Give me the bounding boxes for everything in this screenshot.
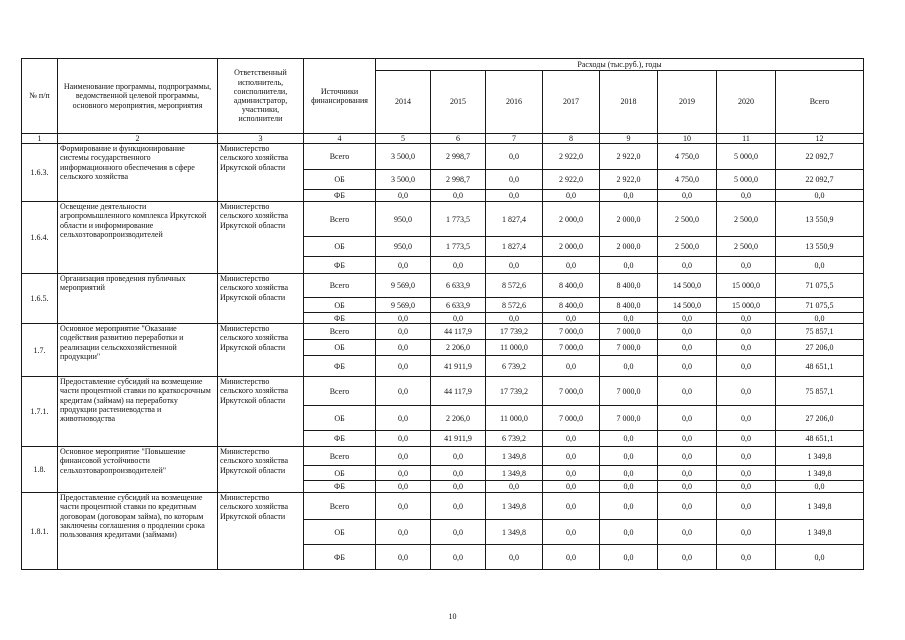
row-name: Освещение деятельности агропромышленного комплекса Иркутской области и информирование сельхозтоваропроизводителей — [58, 202, 218, 274]
year-value-cell: 0,0 — [658, 493, 717, 520]
year-value-cell: 0,0 — [376, 447, 431, 466]
year-value-cell: 1 349,8 — [486, 447, 543, 466]
funding-source: Всего — [304, 493, 376, 520]
row-executor: Министерство сельского хозяйства Иркутской области — [218, 493, 304, 570]
year-value-cell: 1 773,5 — [431, 202, 486, 237]
year-value-cell: 0,0 — [431, 257, 486, 274]
year-value-cell: 6 739,2 — [486, 356, 543, 377]
year-value-cell: 0,0 — [717, 493, 776, 520]
header-year: 2018 — [600, 71, 658, 134]
year-value-cell: 0,0 — [431, 466, 486, 481]
year-value-cell: 1 349,8 — [486, 520, 543, 545]
year-value-cell: 8 572,6 — [486, 298, 543, 313]
year-value-cell: 0,0 — [543, 447, 600, 466]
year-value-cell: 0,0 — [717, 313, 776, 324]
header-year: 2015 — [431, 71, 486, 134]
year-value-cell: 3 500,0 — [376, 144, 431, 170]
year-value-cell: 0,0 — [376, 257, 431, 274]
total-cell: 1 349,8 — [776, 466, 864, 481]
year-value-cell: 2 998,7 — [431, 170, 486, 190]
total-cell: 22 092,7 — [776, 170, 864, 190]
funding-source: ОБ — [304, 237, 376, 257]
year-value-cell: 0,0 — [543, 493, 600, 520]
column-number: 2 — [58, 134, 218, 144]
table-row — [22, 493, 864, 520]
year-value-cell: 2 922,0 — [543, 170, 600, 190]
year-value-cell: 6 633,9 — [431, 298, 486, 313]
year-value-cell: 0,0 — [658, 340, 717, 356]
year-value-cell: 2 000,0 — [600, 237, 658, 257]
total-cell: 0,0 — [776, 313, 864, 324]
header-year: 2019 — [658, 71, 717, 134]
year-value-cell: 2 500,0 — [658, 237, 717, 257]
header-source: Источники финансирования — [304, 59, 376, 134]
year-value-cell: 0,0 — [543, 356, 600, 377]
year-value-cell: 0,0 — [600, 520, 658, 545]
year-value-cell: 7 000,0 — [543, 324, 600, 340]
row-number: 1.7.1. — [22, 377, 58, 447]
year-value-cell: 0,0 — [717, 257, 776, 274]
table-row — [22, 447, 864, 466]
year-value-cell: 0,0 — [376, 520, 431, 545]
header-year: 2016 — [486, 71, 543, 134]
row-executor: Министерство сельского хозяйства Иркутской области — [218, 377, 304, 447]
row-number: 1.7. — [22, 324, 58, 377]
total-cell: 48 651,1 — [776, 431, 864, 447]
year-value-cell: 0,0 — [431, 545, 486, 570]
year-value-cell: 6 739,2 — [486, 431, 543, 447]
header-year: 2020 — [717, 71, 776, 134]
funding-source: Всего — [304, 324, 376, 340]
year-value-cell: 0,0 — [717, 447, 776, 466]
year-value-cell: 3 500,0 — [376, 170, 431, 190]
year-value-cell: 5 000,0 — [717, 170, 776, 190]
year-value-cell: 9 569,0 — [376, 274, 431, 298]
funding-source: ОБ — [304, 466, 376, 481]
column-number: 9 — [600, 134, 658, 144]
column-number: 10 — [658, 134, 717, 144]
funding-source: Всего — [304, 144, 376, 170]
year-value-cell: 0,0 — [376, 493, 431, 520]
funding-source: ФБ — [304, 545, 376, 570]
year-value-cell: 14 500,0 — [658, 298, 717, 313]
year-value-cell: 8 400,0 — [543, 274, 600, 298]
year-value-cell: 0,0 — [376, 190, 431, 202]
year-value-cell: 7 000,0 — [543, 406, 600, 431]
column-number: 1 — [22, 134, 58, 144]
year-value-cell: 0,0 — [658, 431, 717, 447]
row-executor: Министерство сельского хозяйства Иркутской области — [218, 274, 304, 324]
year-value-cell: 2 000,0 — [600, 202, 658, 237]
row-number: 1.6.5. — [22, 274, 58, 324]
year-value-cell: 8 400,0 — [600, 298, 658, 313]
year-value-cell: 0,0 — [717, 377, 776, 406]
year-value-cell: 0,0 — [717, 545, 776, 570]
row-executor: Министерство сельского хозяйства Иркутской области — [218, 324, 304, 377]
year-value-cell: 14 500,0 — [658, 274, 717, 298]
row-name: Основное мероприятие "Оказание содействия развитию переработки и реализации сельскохозяйственной продукции" — [58, 324, 218, 377]
year-value-cell: 7 000,0 — [600, 406, 658, 431]
total-cell: 0,0 — [776, 481, 864, 493]
year-value-cell: 0,0 — [486, 144, 543, 170]
row-number: 1.6.3. — [22, 144, 58, 202]
header-total: Всего — [776, 71, 864, 134]
year-value-cell: 0,0 — [600, 545, 658, 570]
year-value-cell: 0,0 — [717, 190, 776, 202]
funding-source: ФБ — [304, 356, 376, 377]
year-value-cell: 1 827,4 — [486, 237, 543, 257]
year-value-cell: 17 739,2 — [486, 324, 543, 340]
year-value-cell: 5 000,0 — [717, 144, 776, 170]
row-name: Предоставление субсидий на возмещение части процентной ставки по краткосрочным кредитам (займам) на переработку продукции растениеводства и животноводства — [58, 377, 218, 447]
year-value-cell: 0,0 — [431, 190, 486, 202]
year-value-cell: 0,0 — [376, 340, 431, 356]
row-number: 1.8. — [22, 447, 58, 493]
year-value-cell: 0,0 — [600, 257, 658, 274]
year-value-cell: 0,0 — [717, 431, 776, 447]
year-value-cell: 0,0 — [717, 324, 776, 340]
row-number: 1.6.4. — [22, 202, 58, 274]
year-value-cell: 0,0 — [658, 190, 717, 202]
page-number: 10 — [448, 612, 457, 621]
year-value-cell: 15 000,0 — [717, 298, 776, 313]
total-cell: 71 075,5 — [776, 298, 864, 313]
year-value-cell: 0,0 — [376, 545, 431, 570]
year-value-cell: 7 000,0 — [543, 340, 600, 356]
year-value-cell: 0,0 — [658, 313, 717, 324]
year-value-cell: 0,0 — [431, 520, 486, 545]
row-executor: Министерство сельского хозяйства Иркутской области — [218, 202, 304, 274]
year-value-cell: 0,0 — [658, 481, 717, 493]
year-value-cell: 0,0 — [486, 545, 543, 570]
year-value-cell: 1 349,8 — [486, 466, 543, 481]
year-value-cell: 0,0 — [376, 431, 431, 447]
year-value-cell: 0,0 — [658, 447, 717, 466]
year-value-cell: 11 000,0 — [486, 406, 543, 431]
total-cell: 1 349,8 — [776, 447, 864, 466]
year-value-cell: 1 773,5 — [431, 237, 486, 257]
year-value-cell: 8 572,6 — [486, 274, 543, 298]
year-value-cell: 0,0 — [486, 481, 543, 493]
column-number: 3 — [218, 134, 304, 144]
table-row — [22, 202, 864, 237]
year-value-cell: 0,0 — [717, 340, 776, 356]
year-value-cell: 0,0 — [431, 313, 486, 324]
year-value-cell: 2 922,0 — [543, 144, 600, 170]
year-value-cell: 0,0 — [376, 377, 431, 406]
row-executor: Министерство сельского хозяйства Иркутской области — [218, 144, 304, 202]
year-value-cell: 2 206,0 — [431, 340, 486, 356]
year-value-cell: 0,0 — [600, 466, 658, 481]
row-name: Формирование и функционирование системы государственного информационного обеспечения в сфере сельского хозяйства — [58, 144, 218, 202]
year-value-cell: 0,0 — [543, 431, 600, 447]
year-value-cell: 4 750,0 — [658, 170, 717, 190]
year-value-cell: 11 000,0 — [486, 340, 543, 356]
year-value-cell: 8 400,0 — [543, 298, 600, 313]
year-value-cell: 2 922,0 — [600, 144, 658, 170]
row-name: Организация проведения публичных мероприятий — [58, 274, 218, 324]
total-cell: 27 206,0 — [776, 340, 864, 356]
table-body — [22, 144, 864, 570]
table-row — [22, 144, 864, 170]
table-row — [22, 324, 864, 340]
funding-source: ОБ — [304, 170, 376, 190]
funding-source: ФБ — [304, 257, 376, 274]
total-cell: 1 349,8 — [776, 520, 864, 545]
column-number: 7 — [486, 134, 543, 144]
year-value-cell: 7 000,0 — [600, 340, 658, 356]
year-value-cell: 1 349,8 — [486, 493, 543, 520]
year-value-cell: 0,0 — [376, 481, 431, 493]
column-number-row — [22, 134, 864, 144]
funding-source: ОБ — [304, 340, 376, 356]
budget-table — [21, 58, 864, 570]
total-cell: 13 550,9 — [776, 202, 864, 237]
year-value-cell: 6 633,9 — [431, 274, 486, 298]
year-value-cell: 2 500,0 — [658, 202, 717, 237]
year-value-cell: 0,0 — [600, 313, 658, 324]
year-value-cell: 0,0 — [543, 545, 600, 570]
header-num: № п/п — [22, 59, 58, 134]
year-value-cell: 0,0 — [717, 406, 776, 431]
year-value-cell: 0,0 — [600, 190, 658, 202]
year-value-cell: 0,0 — [600, 356, 658, 377]
funding-source: ФБ — [304, 313, 376, 324]
year-value-cell: 2 000,0 — [543, 202, 600, 237]
column-number: 5 — [376, 134, 431, 144]
total-cell: 75 857,1 — [776, 377, 864, 406]
year-value-cell: 4 750,0 — [658, 144, 717, 170]
funding-source: Всего — [304, 447, 376, 466]
year-value-cell: 2 500,0 — [717, 202, 776, 237]
funding-source: Всего — [304, 202, 376, 237]
year-value-cell: 17 739,2 — [486, 377, 543, 406]
funding-source: Всего — [304, 274, 376, 298]
column-number: 6 — [431, 134, 486, 144]
year-value-cell: 0,0 — [543, 190, 600, 202]
year-value-cell: 44 117,9 — [431, 324, 486, 340]
funding-source: ОБ — [304, 520, 376, 545]
total-cell: 0,0 — [776, 545, 864, 570]
year-value-cell: 15 000,0 — [717, 274, 776, 298]
year-value-cell: 0,0 — [658, 257, 717, 274]
year-value-cell: 41 911,9 — [431, 431, 486, 447]
year-value-cell: 0,0 — [376, 466, 431, 481]
year-value-cell: 0,0 — [658, 520, 717, 545]
year-value-cell: 2 500,0 — [717, 237, 776, 257]
year-value-cell: 0,0 — [658, 324, 717, 340]
year-value-cell: 0,0 — [376, 356, 431, 377]
header-executor: Ответственный исполнитель, соисполнители, администратор, участники, исполнители — [218, 59, 304, 134]
funding-source: Всего — [304, 377, 376, 406]
year-value-cell: 0,0 — [717, 466, 776, 481]
year-value-cell: 2 922,0 — [600, 170, 658, 190]
row-number: 1.8.1. — [22, 493, 58, 570]
year-value-cell: 0,0 — [543, 257, 600, 274]
year-value-cell: 0,0 — [658, 406, 717, 431]
year-value-cell: 0,0 — [658, 377, 717, 406]
header-year: 2017 — [543, 71, 600, 134]
year-value-cell: 0,0 — [543, 466, 600, 481]
total-cell: 27 206,0 — [776, 406, 864, 431]
year-value-cell: 8 400,0 — [600, 274, 658, 298]
header-expenses: Расходы (тыс.руб.), годы — [376, 59, 864, 71]
table-row — [22, 377, 864, 406]
year-value-cell: 2 998,7 — [431, 144, 486, 170]
year-value-cell: 0,0 — [543, 520, 600, 545]
year-value-cell: 0,0 — [376, 324, 431, 340]
year-value-cell: 41 911,9 — [431, 356, 486, 377]
year-value-cell: 9 569,0 — [376, 298, 431, 313]
funding-source: ОБ — [304, 406, 376, 431]
year-value-cell: 0,0 — [543, 481, 600, 493]
year-value-cell: 0,0 — [543, 313, 600, 324]
total-cell: 71 075,5 — [776, 274, 864, 298]
year-value-cell: 0,0 — [600, 447, 658, 466]
total-cell: 48 651,1 — [776, 356, 864, 377]
year-value-cell: 0,0 — [600, 481, 658, 493]
year-value-cell: 0,0 — [431, 481, 486, 493]
row-name: Предоставление субсидий на возмещение части процентной ставки по кредитным договорам (договорам займа), по которым заключены соглашения о продлении срока пользования кредитами (займами) — [58, 493, 218, 570]
year-value-cell: 2 206,0 — [431, 406, 486, 431]
year-value-cell: 7 000,0 — [600, 377, 658, 406]
year-value-cell: 7 000,0 — [600, 324, 658, 340]
column-number: 8 — [543, 134, 600, 144]
year-value-cell: 44 117,9 — [431, 377, 486, 406]
row-executor: Министерство сельского хозяйства Иркутской области — [218, 447, 304, 493]
year-value-cell: 0,0 — [376, 313, 431, 324]
column-number: 12 — [776, 134, 864, 144]
table-header — [22, 59, 864, 144]
column-number: 11 — [717, 134, 776, 144]
year-value-cell: 0,0 — [658, 545, 717, 570]
year-value-cell: 7 000,0 — [543, 377, 600, 406]
total-cell: 13 550,9 — [776, 237, 864, 257]
year-value-cell: 950,0 — [376, 202, 431, 237]
year-value-cell: 0,0 — [658, 466, 717, 481]
year-value-cell: 0,0 — [431, 493, 486, 520]
total-cell: 75 857,1 — [776, 324, 864, 340]
header-year: 2014 — [376, 71, 431, 134]
total-cell: 0,0 — [776, 190, 864, 202]
total-cell: 0,0 — [776, 257, 864, 274]
header-name: Наименование программы, подпрограммы, ведомственной целевой программы, основного мероприятия, мероприятия — [58, 59, 218, 134]
funding-source: ФБ — [304, 481, 376, 493]
year-value-cell: 0,0 — [658, 356, 717, 377]
total-cell: 1 349,8 — [776, 493, 864, 520]
funding-source: ФБ — [304, 431, 376, 447]
year-value-cell: 0,0 — [376, 406, 431, 431]
funding-source: ФБ — [304, 190, 376, 202]
year-value-cell: 0,0 — [486, 190, 543, 202]
total-cell: 22 092,7 — [776, 144, 864, 170]
year-value-cell: 0,0 — [717, 481, 776, 493]
year-value-cell: 0,0 — [717, 520, 776, 545]
year-value-cell: 0,0 — [600, 431, 658, 447]
year-value-cell: 0,0 — [431, 447, 486, 466]
year-value-cell: 950,0 — [376, 237, 431, 257]
row-name: Основное мероприятие "Повышение финансовой устойчивости сельхозтоваропроизводителей" — [58, 447, 218, 493]
column-number: 4 — [304, 134, 376, 144]
year-value-cell: 2 000,0 — [543, 237, 600, 257]
table-row — [22, 274, 864, 298]
year-value-cell: 0,0 — [486, 170, 543, 190]
funding-source: ОБ — [304, 298, 376, 313]
year-value-cell: 0,0 — [486, 313, 543, 324]
year-value-cell: 0,0 — [717, 356, 776, 377]
year-value-cell: 1 827,4 — [486, 202, 543, 237]
year-value-cell: 0,0 — [486, 257, 543, 274]
year-value-cell: 0,0 — [600, 493, 658, 520]
